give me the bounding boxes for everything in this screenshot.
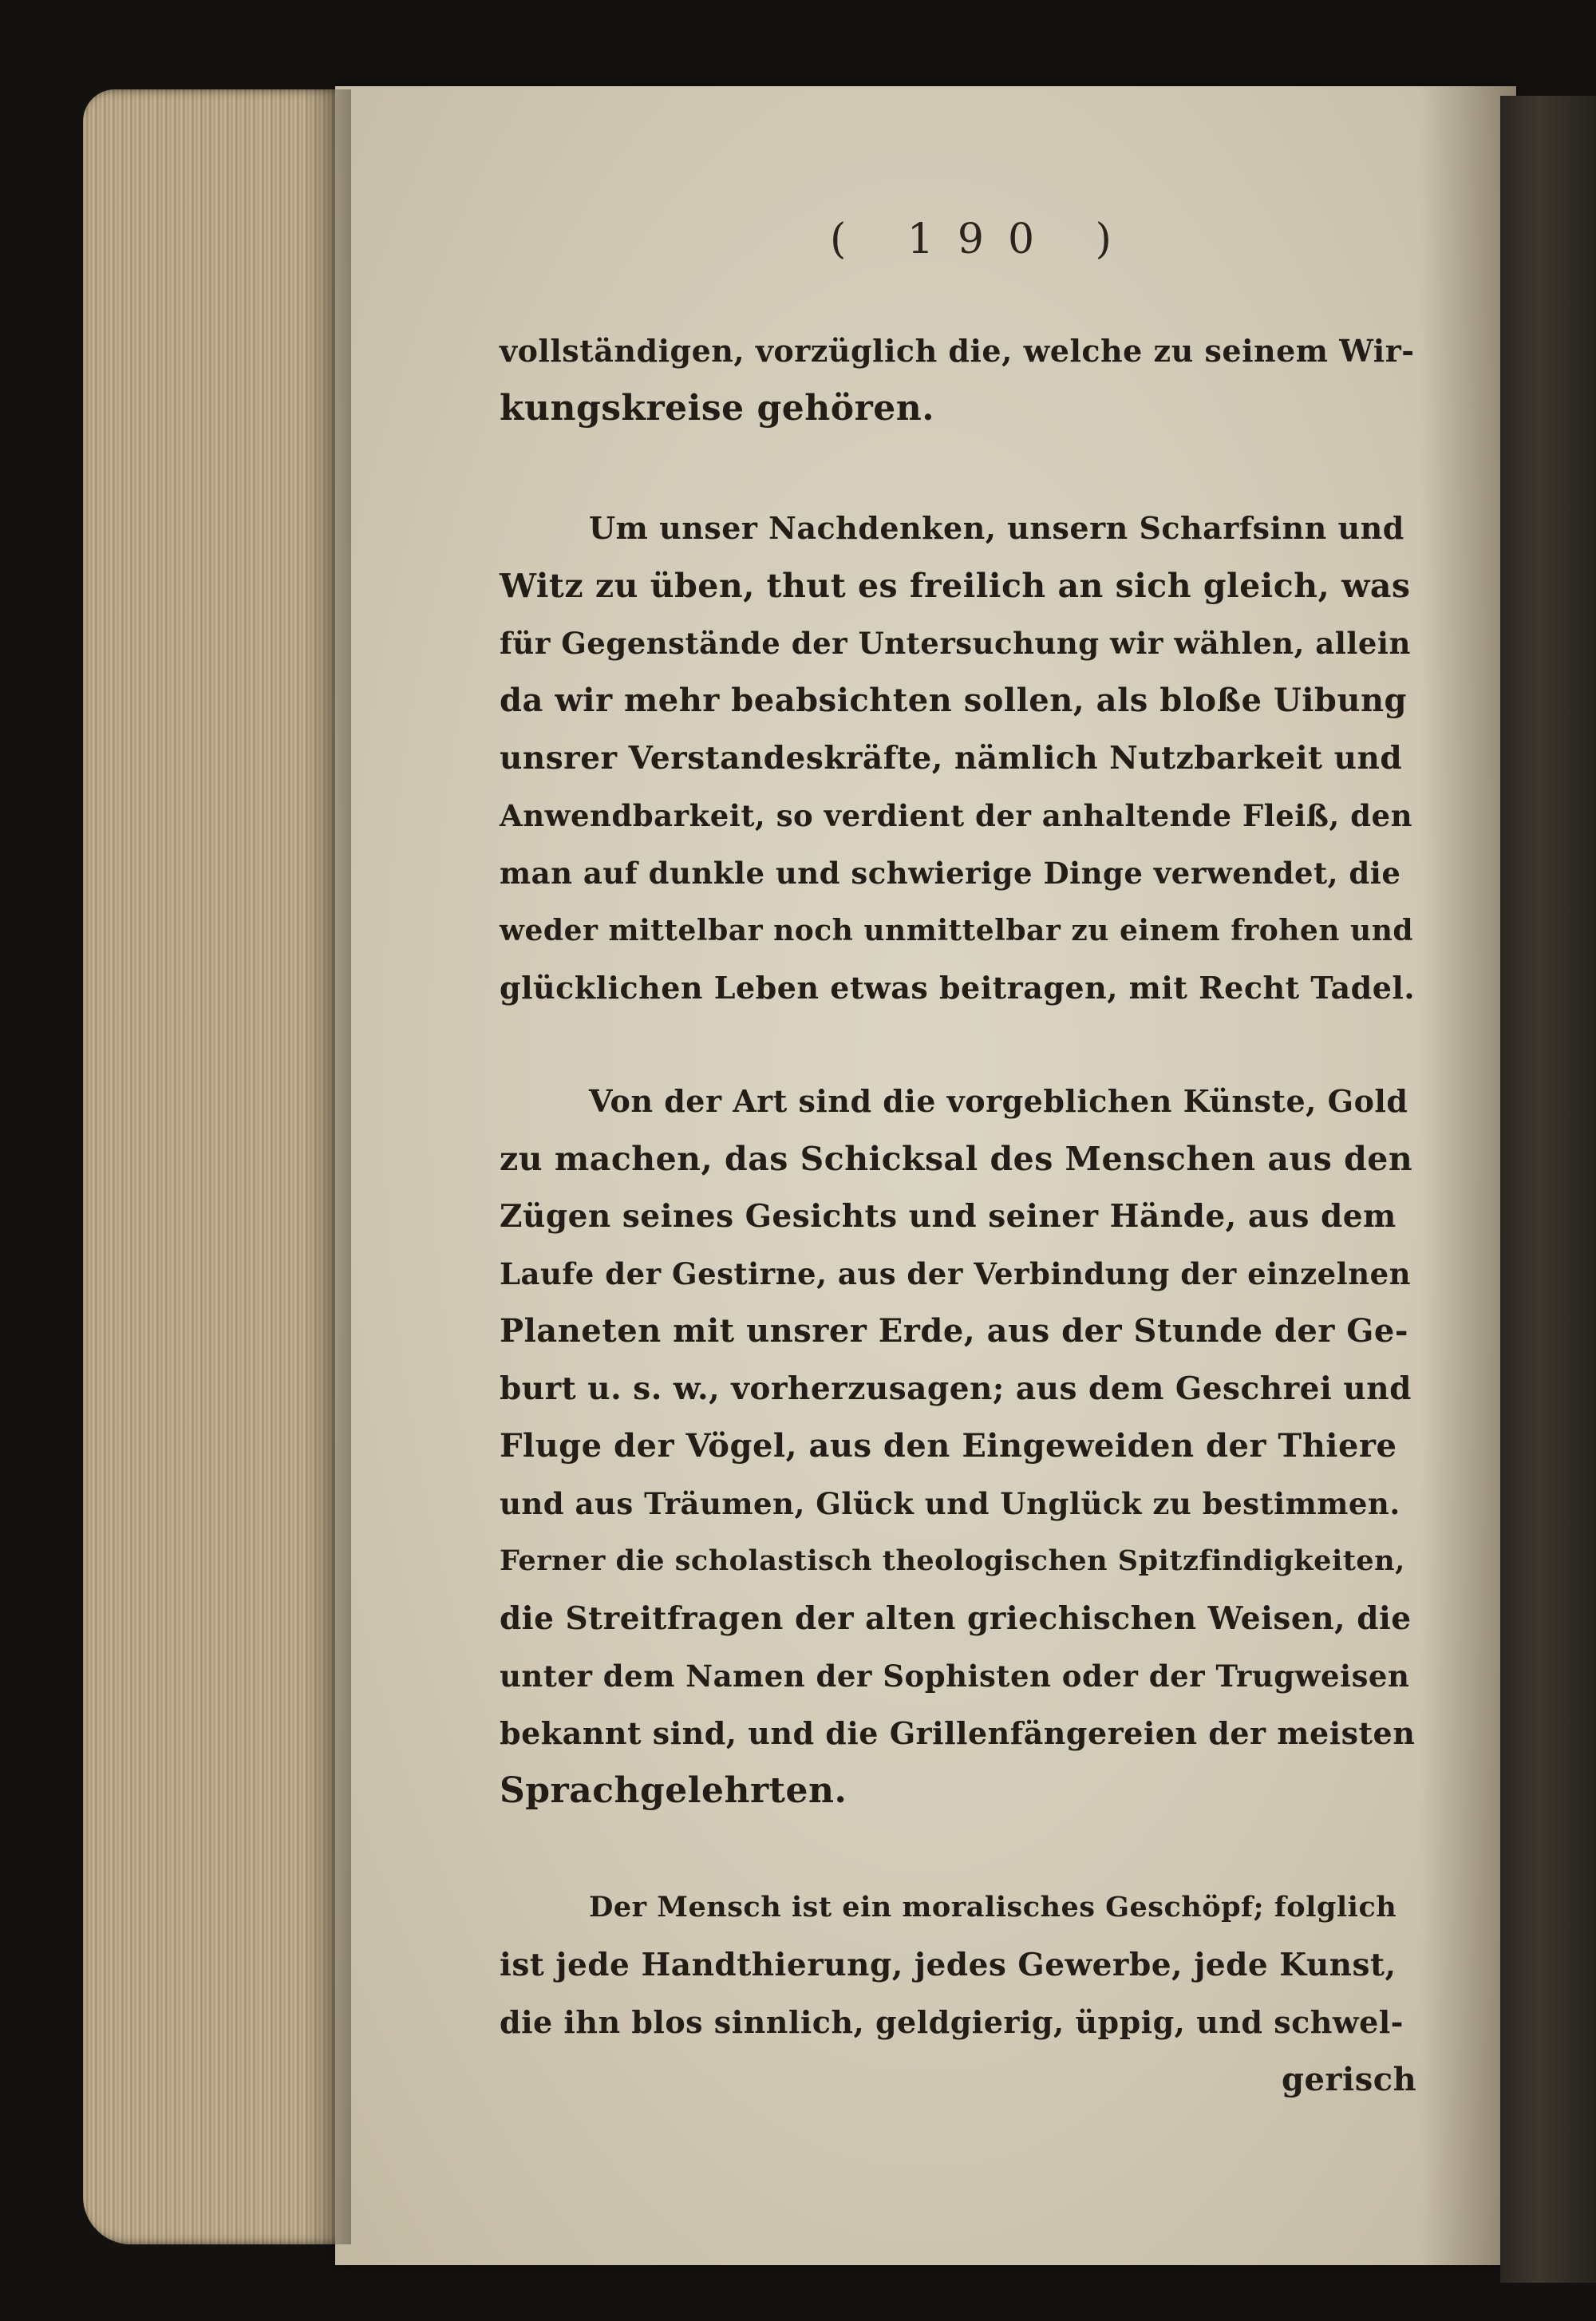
text-line: Ferner die scholastisch theologischen Spitzfindigkeiten, bbox=[500, 1544, 1405, 1577]
page-number: ( 190 ) bbox=[830, 215, 1136, 263]
text-line: weder mittelbar noch unmittelbar zu einem frohen und bbox=[500, 914, 1414, 947]
text-line: Fluge der Vögel, aus den Eingeweiden der Thiere bbox=[500, 1427, 1397, 1465]
text-line: Von der Art sind die vorgeblichen Künste, Gold bbox=[589, 1083, 1408, 1119]
book-cover-edge bbox=[1500, 96, 1596, 2283]
text-line: Anwendbarkeit, so verdient der anhaltende Fleiß, den bbox=[500, 798, 1412, 833]
text-line: glücklichen Leben etwas beitragen, mit Recht Tadel. bbox=[500, 970, 1416, 1006]
text-line: ist jede Handthierung, jedes Gewerbe, jede Kunst, bbox=[500, 1947, 1396, 1983]
text-line: die Streitfragen der alten griechischen Weisen, die bbox=[500, 1600, 1412, 1637]
text-line: für Gegenstände der Untersuchung wir wählen, allein bbox=[500, 626, 1411, 661]
text-line: man auf dunkle und schwierige Dinge verwendet, die bbox=[500, 856, 1401, 891]
text-line: Witz zu üben, thut es freilich an sich gleich, was bbox=[500, 567, 1411, 605]
text-line: vollständigen, vorzüglich die, welche zu seinem Wir- bbox=[500, 333, 1415, 369]
text-line: burt u. s. w., vorherzusagen; aus dem Geschrei und bbox=[500, 1370, 1412, 1407]
text-line: unsrer Verstandeskräfte, nämlich Nutzbarkeit und bbox=[500, 740, 1403, 777]
text-line: unter dem Namen der Sophisten oder der Trugweisen bbox=[500, 1659, 1410, 1694]
page-edge-shadow bbox=[303, 89, 351, 2244]
text-line: Laufe der Gestirne, aus der Verbindung der einzelnen bbox=[500, 1256, 1412, 1291]
text-line: Um unser Nachdenken, unsern Scharfsinn und bbox=[589, 510, 1404, 546]
text-line: Planeten mit unsrer Erde, aus der Stunde der Ge- bbox=[500, 1312, 1408, 1350]
text-line: Zügen seines Gesichts und seiner Hände, aus dem bbox=[500, 1198, 1396, 1235]
text-line: bekannt sind, und die Grillenfängereien der meisten bbox=[500, 1715, 1416, 1751]
text-line: da wir mehr beabsichten sollen, als bloße Uibung bbox=[500, 682, 1408, 719]
text-line: zu machen, das Schicksal des Menschen aus den bbox=[500, 1140, 1413, 1178]
text-line: kungskreise gehören. bbox=[500, 388, 935, 429]
text-line: und aus Träumen, Glück und Unglück zu bestimmen. bbox=[500, 1486, 1400, 1521]
text-line: die ihn blos sinnlich, geldgierig, üppig, und schwel- bbox=[500, 2004, 1404, 2040]
text-line: Der Mensch ist ein moralisches Geschöpf; folglich bbox=[589, 1891, 1397, 1924]
catchword: gerisch bbox=[1282, 2061, 1417, 2098]
text-line: Sprachgelehrten. bbox=[500, 1770, 847, 1811]
